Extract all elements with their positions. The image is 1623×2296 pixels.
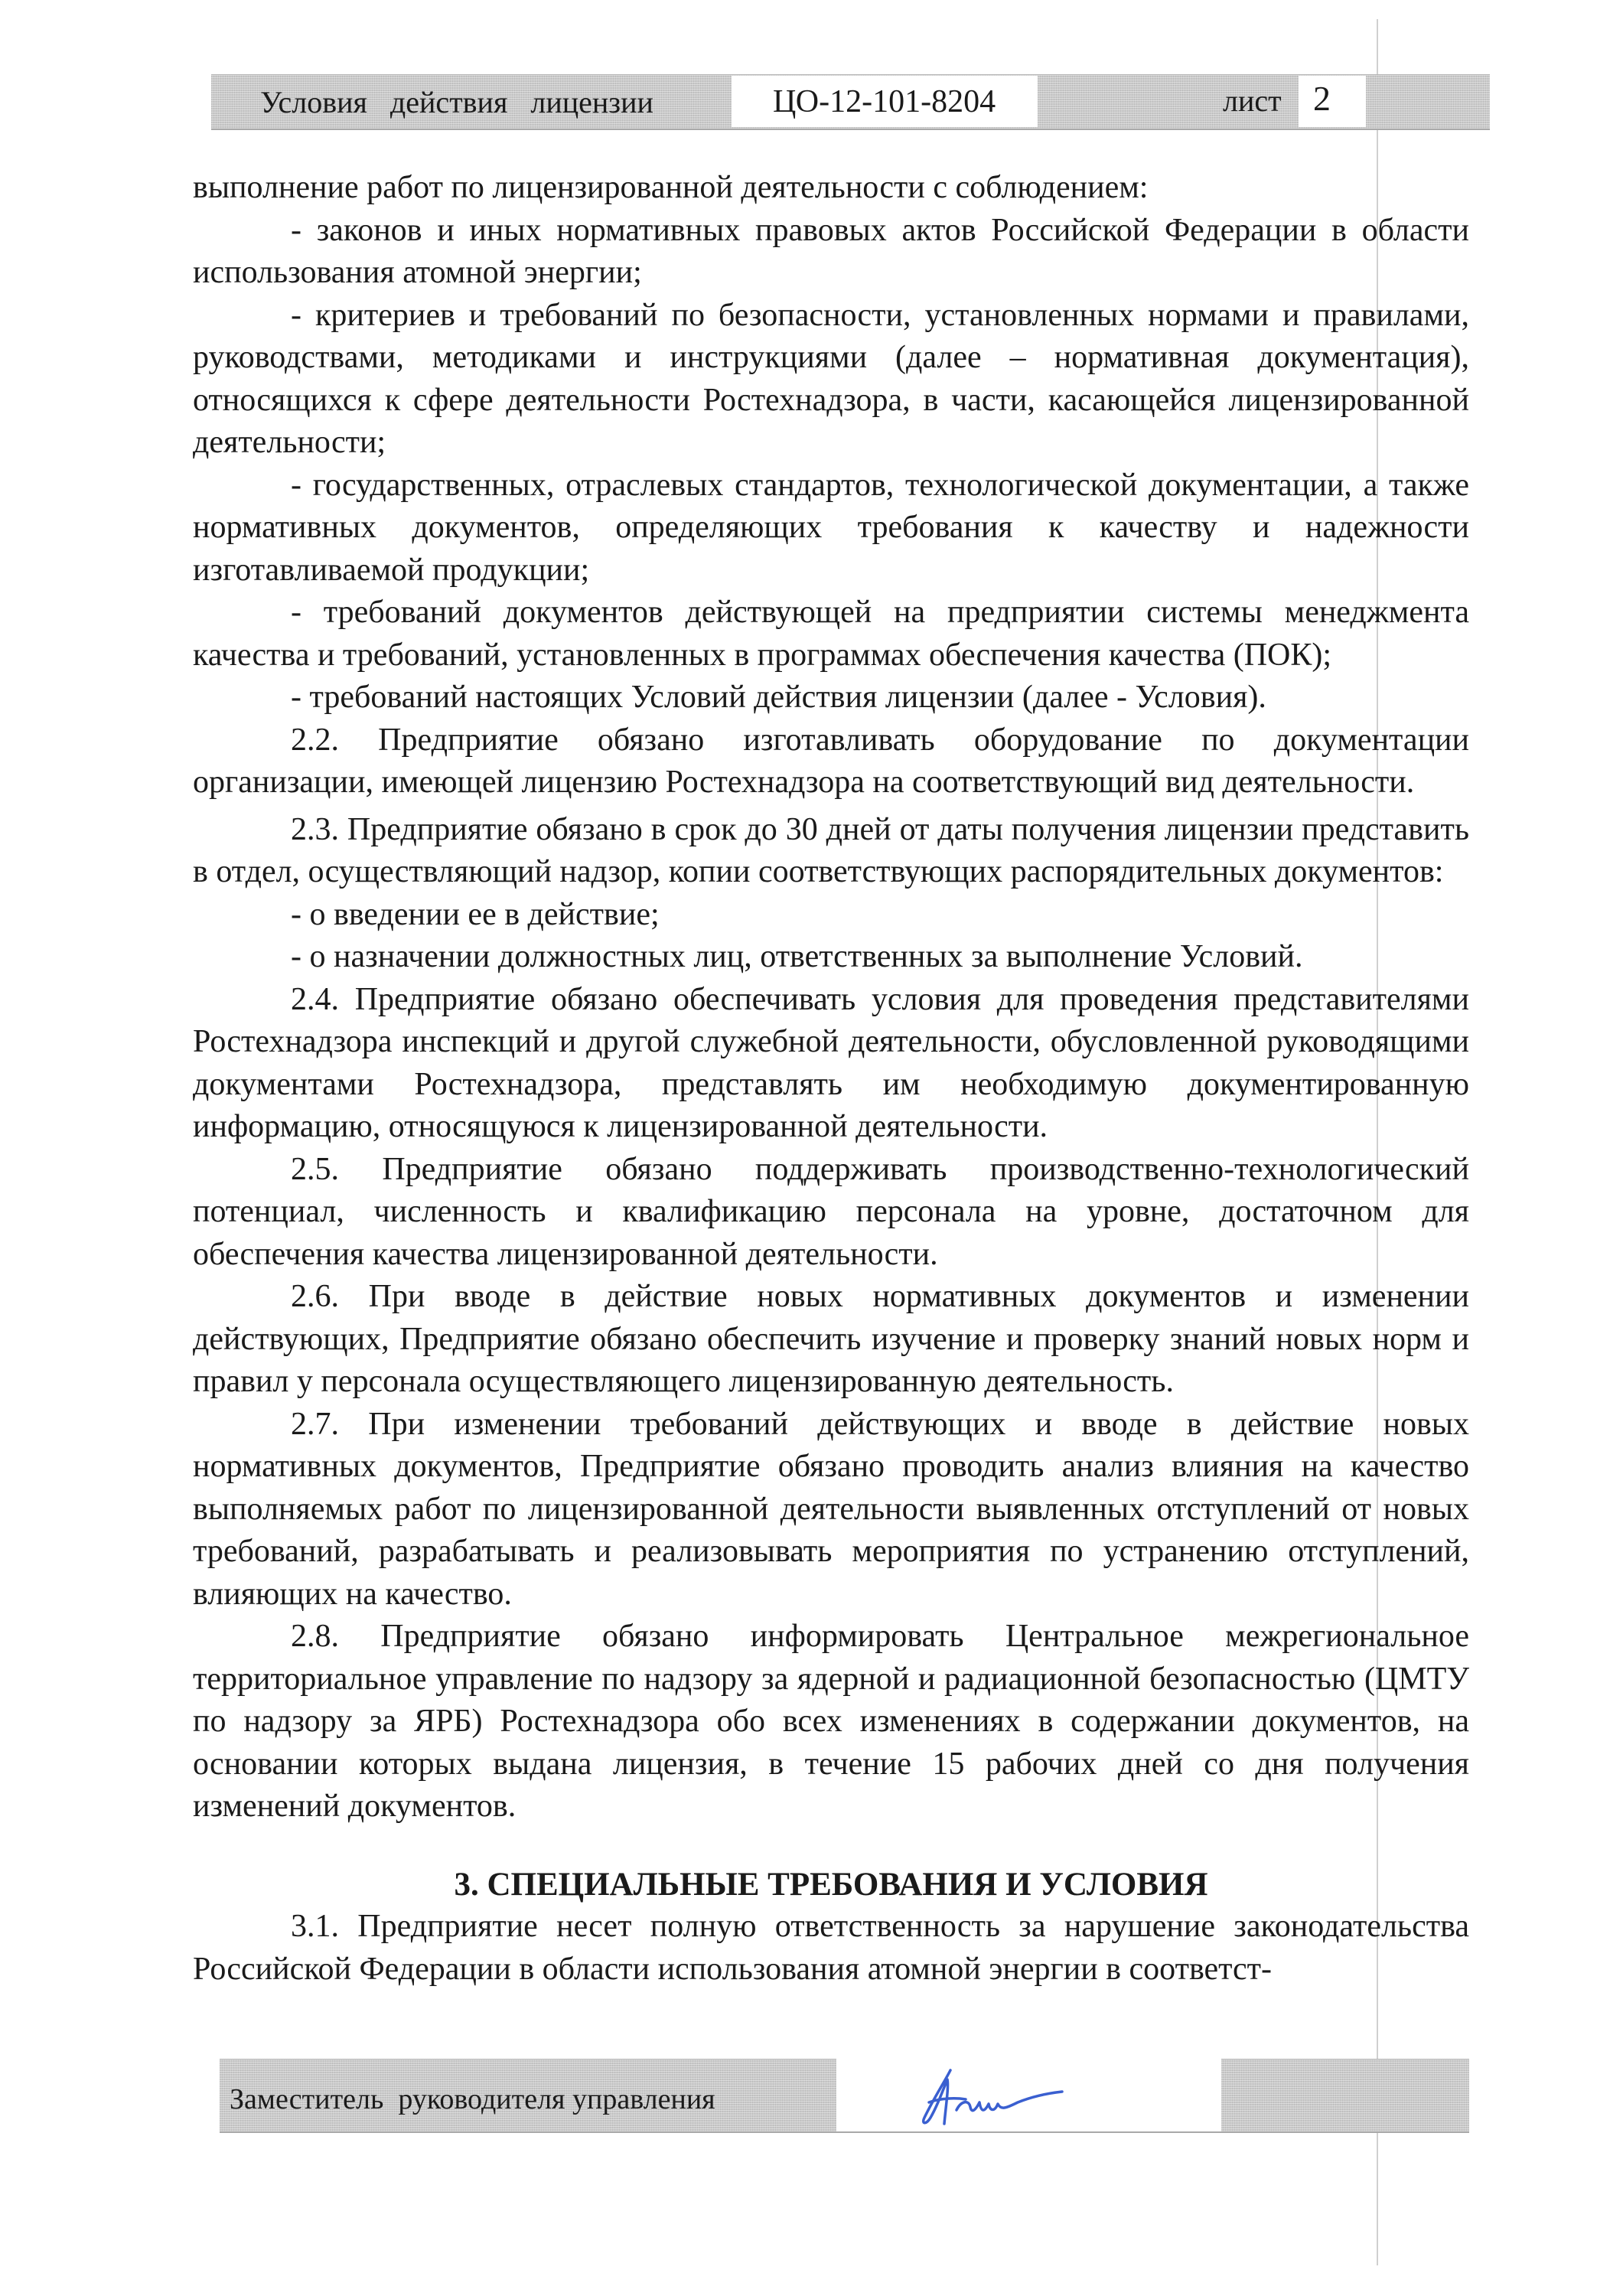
clause-3-1: 3.1. Предприятие несет полную ответственность за нарушение законодательства Российской Федерации в области использования атомной энергии в соответст- [193, 1909, 1469, 1987]
intro-paragraph: выполнение работ по лицензированной деятельности с соблюдением: [193, 170, 1149, 205]
clause-2-2: 2.2. Предприятие обязано изготавливать оборудование по документации организации, имеющей лицензию Ростехнадзора на соответствующий вид деятельности. [193, 722, 1469, 800]
sheet-number-box [1299, 76, 1366, 127]
clause-2-8: 2.8. Предприятие обязано информировать Центральное межрегиональное территориальное управление по надзору за ядерной и радиационной безопасностью (ЦМТУ по надзору за ЯРБ) Ростехнадзора обо всех изменениях в содержании документов, на основании которых выдана лицензия, в течение 15 рабочих дней со дня получения изменений документов. [193, 1619, 1469, 1824]
license-number: ЦО-12-101-8204 [773, 84, 996, 119]
clause-2-3: 2.3. Предприятие обязано в срок до 30 дней от даты получения лицензии представить в отдел, осуществляющий надзор, копии соответствующих распорядительных документов: [193, 811, 1469, 889]
document-body [193, 167, 1469, 1991]
clause-2-4: 2.4. Предприятие обязано обеспечивать условия для проведения представителями Ростехнадзора инспекций и другой служебной деятельности, обусловленной руководящими документами Ростехнадзора, представлять им необходимую документированную информацию, относящуюся к лицензированной деятельности. [193, 981, 1469, 1144]
clause-2-6: 2.6. При вводе в действие новых нормативных документов и изменении действующих, Предприятие обязано обеспечить изучение и проверку знаний новых норм и правил у персонала осуществляющего лицензированную деятельность. [193, 1279, 1469, 1399]
clause-2-3-item: - о назначении должностных лиц, ответственных за выполнение Условий. [291, 939, 1303, 974]
compliance-item: - критериев и требований по безопасности, установленных нормами и правилами, руководствами, методиками и инструкциями (далее – нормативная документация), относящихся к сфере деятельности Ростехнадзора, в части, касающейся лицензированной деятельности; [193, 297, 1469, 460]
compliance-item: - законов и иных нормативных правовых актов Российской Федерации в области использования атомной энергии; [193, 212, 1469, 290]
sheet-label: лист [1223, 83, 1282, 118]
signature-icon [903, 2064, 1133, 2129]
sheet-number: 2 [1313, 79, 1331, 118]
header-title: Условия действия лицензии [260, 85, 653, 119]
compliance-item: - государственных, отраслевых стандартов, технологической документации, а также нормативных документов, определяющих требования к качеству и надежности изготавливаемой продукции; [193, 467, 1469, 588]
clause-2-7: 2.7. При изменении требований действующих и вводе в действие новых нормативных документов, Предприятие обязано проводить анализ влияния на качество выполняемых работ по лицензированной деятельности выявленных отступлений от новых требований, разрабатывать и реализовывать мероприятия по устранению отступлений, влияющих на качество. [193, 1406, 1469, 1612]
clause-2-3-item: - о введении ее в действие; [291, 896, 660, 932]
section-3-heading: 3. СПЕЦИАЛЬНЫЕ ТРЕБОВАНИЯ И УСЛОВИЯ [454, 1866, 1208, 1903]
clause-2-5: 2.5. Предприятие обязано поддерживать производственно-технологический потенциал, численность и квалификацию персонала на уровне, достаточном для обеспечения качества лицензированной деятельности. [193, 1151, 1469, 1272]
compliance-item: - требований документов действующей на предприятии системы менеджмента качества и требований, установленных в программах обеспечения качества (ПОК); [193, 595, 1469, 673]
signatory-title: Заместитель руководителя управления [230, 2083, 715, 2115]
compliance-item: - требований настоящих Условий действия лицензии (далее - Условия). [291, 680, 1266, 715]
